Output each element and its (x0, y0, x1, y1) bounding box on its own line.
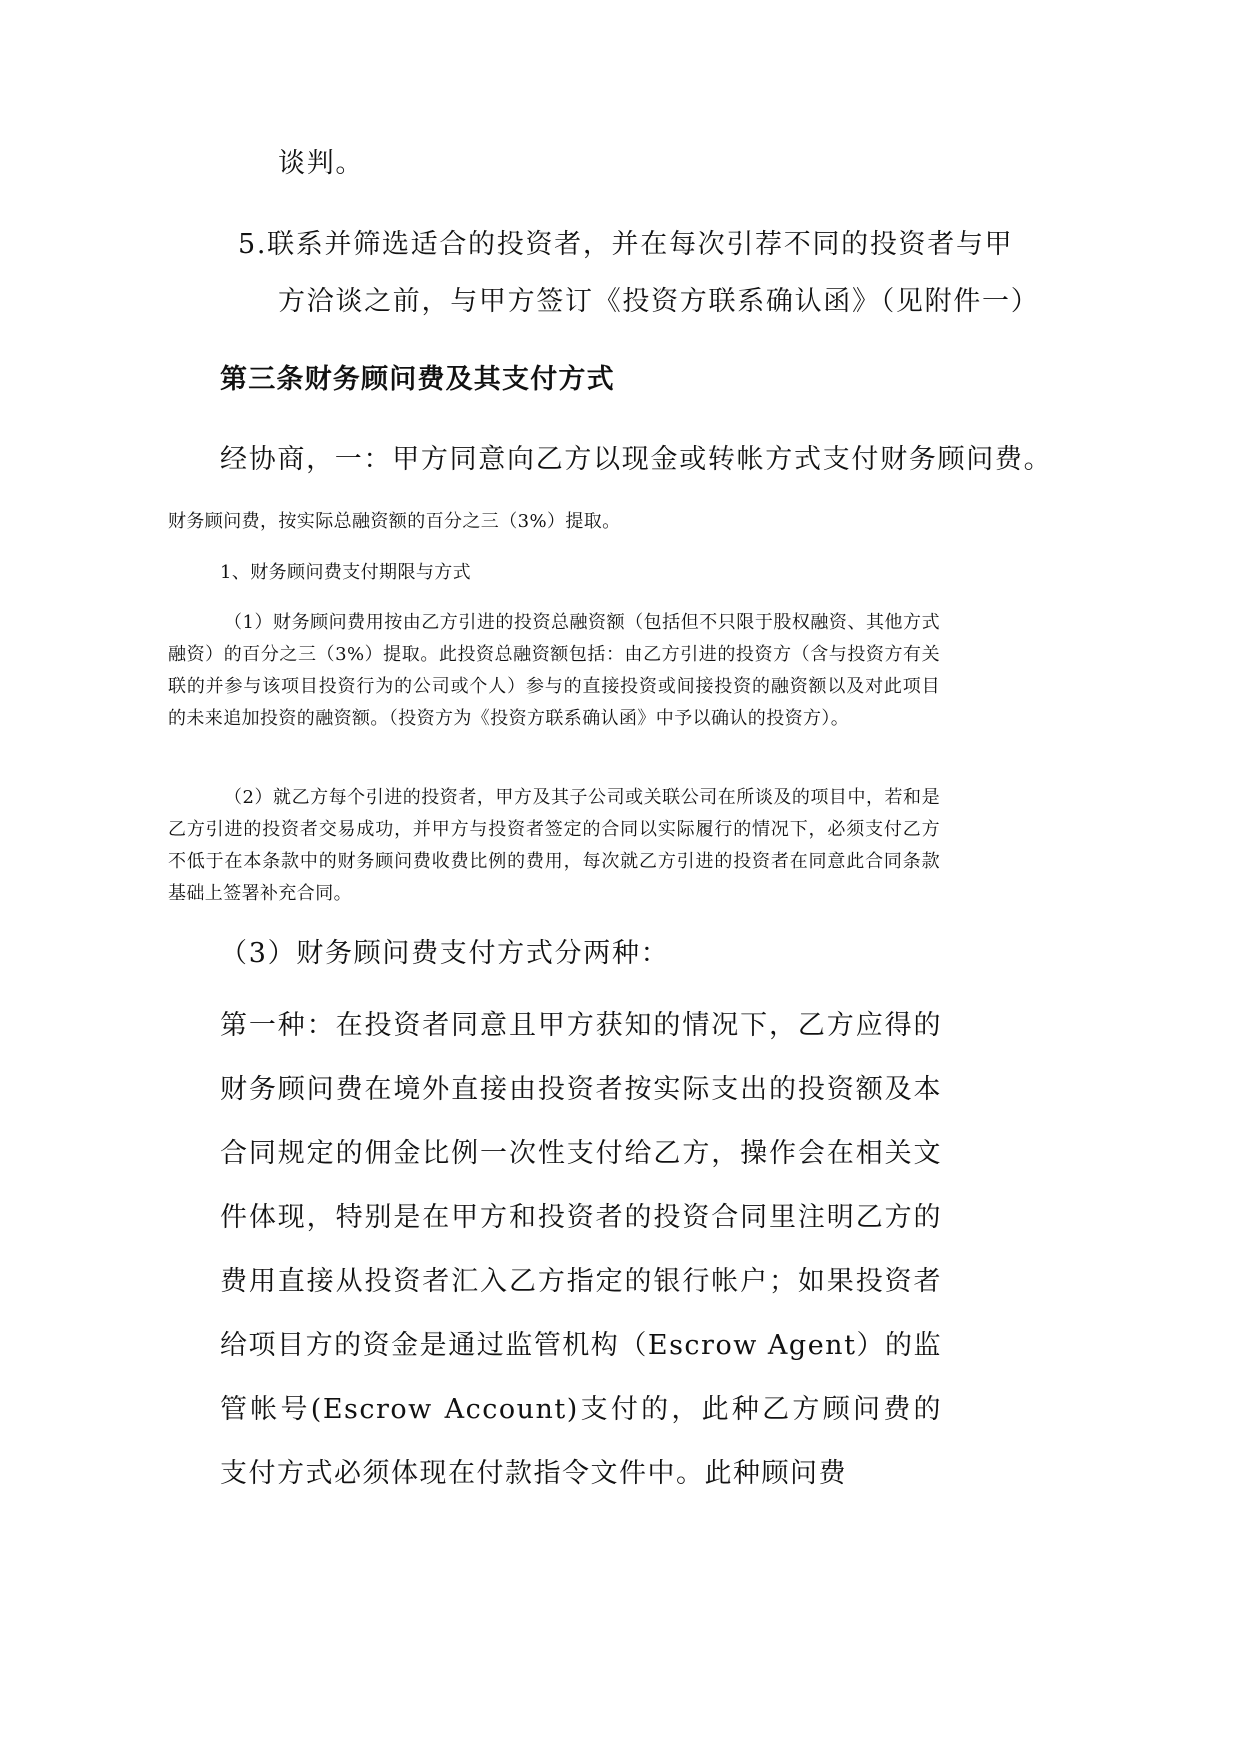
continued-text-line: 谈判。 (278, 148, 365, 179)
article-3-heading: 第三条财务顾问费及其支付方式 (220, 364, 615, 395)
method-1-paragraph: 第一种：在投资者同意且甲方获知的情况下，乙方应得的财务顾问费在境外直接由投资者按实际支出的投资额及本合同规定的佣金比例一次性支付给乙方，操作会在相关文件体现，特别是在甲方和投资者的投资合同里注明乙方的费用直接从投资者汇入乙方指定的银行帐户；如果投资者给项目方的资金是通过监管机构（Escrow Agent）的监管帐号(Escrow Account)支付的，此种乙方顾问费的支付方式必须体现在付款指令文件中。此种顾问费 (220, 1010, 942, 1489)
clause-1-1-paragraph: （1）财务顾问费用按由乙方引进的投资总融资额（包括但不只限于股权融资、其他方式融资）的百分之三（3%）提取。此投资总融资额包括：由乙方引进的投资方（含与投资方有关联的并参与该项目投资行为的公司或个人）参与的直接投资或间接投资的融资额以及对此项目的未来追加投资的融资额。（投资方为《投资方联系确认函》中予以确认的投资方）。 (168, 612, 940, 729)
clause-1-3-line: （3）财务顾问费支付方式分两种： (220, 938, 670, 969)
article-3-intro: 经协商，一：甲方同意向乙方以现金或转帐方式支付财务顾问费。 (220, 444, 1053, 475)
clause-1-title: 1、财务顾问费支付期限与方式 (220, 562, 472, 583)
item-5-line-1: 5.联系并筛选适合的投资者，并在每次引荐不同的投资者与甲 (238, 229, 1014, 260)
fee-rate-text: 财务顾问费，按实际总融资额的百分之三（3%）提取。 (168, 511, 621, 532)
item-5-line-2: 方洽谈之前，与甲方签订《投资方联系确认函》（见附件一） (278, 286, 1040, 317)
clause-1-2-paragraph: （2）就乙方每个引进的投资者，甲方及其子公司或关联公司在所谈及的项目中，若和是乙方引进的投资者交易成功，并甲方与投资者签定的合同以实际履行的情况下，必须支付乙方不低于在本条款中的财务顾问费收费比例的费用，每次就乙方引进的投资者在同意此合同条款基础上签署补充合同。 (168, 787, 940, 904)
